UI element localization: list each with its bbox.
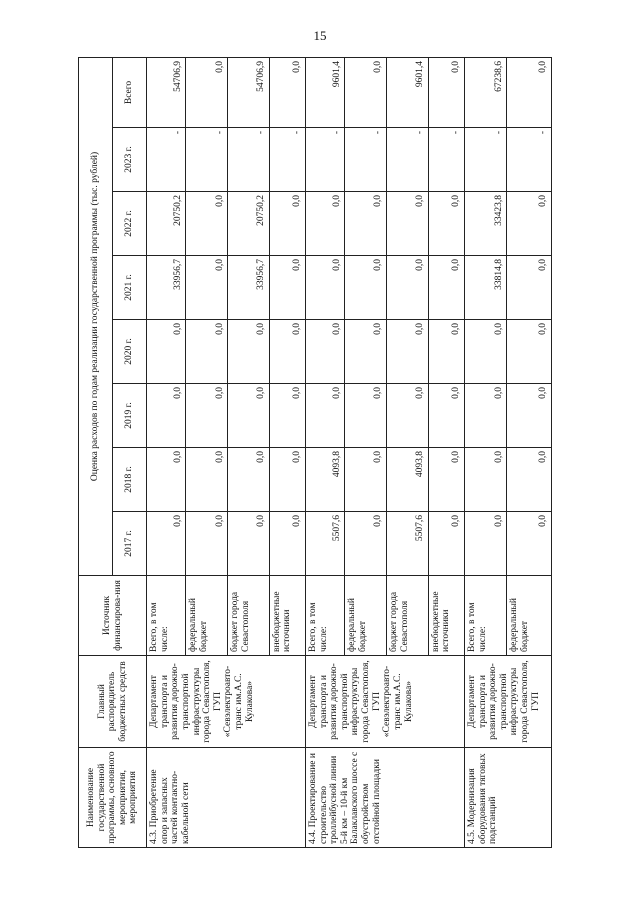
row-year-value: - bbox=[464, 128, 506, 192]
header-year: 2018 г. bbox=[113, 448, 147, 512]
row-year-value: 0,0 bbox=[464, 384, 506, 448]
table-row bbox=[147, 57, 186, 847]
row-year-value: 0,0 bbox=[147, 384, 186, 448]
header-year: 2021 г. bbox=[113, 256, 147, 320]
row-year-value: 0,0 bbox=[428, 256, 464, 320]
row-total: 54706,9 bbox=[228, 57, 270, 127]
row-year-value: 0,0 bbox=[464, 320, 506, 384]
row-year-value: 0,0 bbox=[269, 256, 305, 320]
row-year-value: 0,0 bbox=[345, 256, 387, 320]
row-year-value: 0,0 bbox=[228, 448, 270, 512]
row-total: 0,0 bbox=[428, 57, 464, 127]
row-total: 9601,4 bbox=[305, 57, 344, 127]
row-source: бюджет города Севастополя bbox=[228, 576, 270, 656]
row-source: Всего, в том числе: bbox=[305, 576, 344, 656]
row-year-value: 0,0 bbox=[428, 192, 464, 256]
row-year-value: - bbox=[387, 128, 429, 192]
row-year-value: 33956,7 bbox=[228, 256, 270, 320]
row-year-value: 33814,8 bbox=[464, 256, 506, 320]
header-year: 2017 г. bbox=[113, 512, 147, 576]
row-year-value: 0,0 bbox=[305, 384, 344, 448]
row-year-value: 0,0 bbox=[428, 512, 464, 576]
row-manager: Департамент транспорта и развития дорожно-транспортной инфраструктуры города Севастополя, ГУП bbox=[464, 656, 551, 748]
table-row bbox=[464, 57, 506, 847]
row-year-value: 0,0 bbox=[305, 320, 344, 384]
row-year-value: 0,0 bbox=[428, 384, 464, 448]
header-source: Источник финансирова-ния bbox=[79, 576, 147, 656]
row-year-value: - bbox=[269, 128, 305, 192]
row-year-value: 0,0 bbox=[428, 448, 464, 512]
row-year-value: 0,0 bbox=[305, 192, 344, 256]
header-manager: Главный распорядитель бюджетных средств bbox=[79, 656, 147, 748]
row-year-value: 0,0 bbox=[507, 320, 552, 384]
row-year-value: 0,0 bbox=[345, 384, 387, 448]
row-year-value: 0,0 bbox=[507, 448, 552, 512]
row-year-value: 0,0 bbox=[507, 512, 552, 576]
row-year-value: 0,0 bbox=[507, 192, 552, 256]
row-year-value: 0,0 bbox=[507, 384, 552, 448]
row-source: Всего, в том числе: bbox=[147, 576, 186, 656]
row-year-value: 20750,2 bbox=[228, 192, 270, 256]
row-year-value: 0,0 bbox=[186, 192, 228, 256]
row-year-value: - bbox=[147, 128, 186, 192]
row-total: 0,0 bbox=[186, 57, 228, 127]
header-year: 2019 г. bbox=[113, 384, 147, 448]
page-number: 15 bbox=[313, 28, 327, 43]
row-total: 54706,9 bbox=[147, 57, 186, 127]
row-year-value: 0,0 bbox=[269, 384, 305, 448]
header-year: 2023 г. bbox=[113, 128, 147, 192]
row-year-value: 0,0 bbox=[186, 256, 228, 320]
row-year-value: 0,0 bbox=[345, 512, 387, 576]
row-name: 4.4. Проектирование и строительство троллейбусной линии 5-й км – 10-й км Балаклавского шоссе с обустройством отстойной площадки bbox=[305, 748, 464, 848]
row-year-value: 0,0 bbox=[305, 256, 344, 320]
row-total: 0,0 bbox=[269, 57, 305, 127]
rotated-table-wrapper bbox=[78, 58, 552, 848]
row-year-value: 0,0 bbox=[428, 320, 464, 384]
row-source: бюджет города Севастополя bbox=[387, 576, 429, 656]
row-year-value: - bbox=[428, 128, 464, 192]
row-year-value: 4093,8 bbox=[305, 448, 344, 512]
row-source: федеральный бюджет bbox=[345, 576, 387, 656]
row-year-value: 0,0 bbox=[345, 320, 387, 384]
row-year-value: 0,0 bbox=[147, 448, 186, 512]
row-total: 9601,4 bbox=[387, 57, 429, 127]
row-year-value: 5507,6 bbox=[305, 512, 344, 576]
row-year-value: 0,0 bbox=[228, 512, 270, 576]
row-total: 0,0 bbox=[345, 57, 387, 127]
row-year-value: 0,0 bbox=[269, 512, 305, 576]
row-year-value: 0,0 bbox=[269, 448, 305, 512]
row-year-value: 0,0 bbox=[147, 512, 186, 576]
row-year-value: 33956,7 bbox=[147, 256, 186, 320]
row-year-value: - bbox=[186, 128, 228, 192]
header-year: 2022 г. bbox=[113, 192, 147, 256]
row-year-value: 20750,2 bbox=[147, 192, 186, 256]
row-source: федеральный бюджет bbox=[186, 576, 228, 656]
row-year-value: 0,0 bbox=[345, 448, 387, 512]
row-year-value: 0,0 bbox=[507, 256, 552, 320]
row-year-value: 0,0 bbox=[186, 320, 228, 384]
budget-table bbox=[78, 57, 552, 848]
row-year-value: 0,0 bbox=[269, 192, 305, 256]
row-year-value: - bbox=[305, 128, 344, 192]
row-year-value: 0,0 bbox=[387, 192, 429, 256]
row-year-value: 0,0 bbox=[186, 448, 228, 512]
row-year-value: 0,0 bbox=[186, 512, 228, 576]
row-year-value: 0,0 bbox=[228, 384, 270, 448]
header-year: 2020 г. bbox=[113, 320, 147, 384]
row-year-value: - bbox=[345, 128, 387, 192]
row-year-value: 33423,8 bbox=[464, 192, 506, 256]
row-year-value: 5507,6 bbox=[387, 512, 429, 576]
row-year-value: - bbox=[507, 128, 552, 192]
row-year-value: 0,0 bbox=[387, 320, 429, 384]
row-year-value: 0,0 bbox=[269, 320, 305, 384]
row-year-value: 0,0 bbox=[464, 448, 506, 512]
row-year-value: 0,0 bbox=[387, 384, 429, 448]
row-source: внебюджетные источники bbox=[428, 576, 464, 656]
row-total: 0,0 bbox=[507, 57, 552, 127]
row-year-value: 0,0 bbox=[186, 384, 228, 448]
row-year-value: - bbox=[228, 128, 270, 192]
row-year-value: 0,0 bbox=[464, 512, 506, 576]
row-source: внебюджетные источники bbox=[269, 576, 305, 656]
header-name: Наименование государственной программы, основного мероприятия, мероприятия bbox=[79, 748, 147, 848]
header-estimate: Оценка расходов по годам реализации государственной программы (тыс. рублей) bbox=[79, 57, 113, 575]
table-body bbox=[147, 57, 552, 847]
row-manager: Департамент транспорта и развития дорожно-транспортной инфраструктуры города Севастополя, ГУП «Севэлектроавто-транс им.А.С. Кулакова» bbox=[305, 656, 464, 748]
row-year-value: 0,0 bbox=[228, 320, 270, 384]
row-year-value: 4093,8 bbox=[387, 448, 429, 512]
row-year-value: 0,0 bbox=[147, 320, 186, 384]
row-manager: Департамент транспорта и развития дорожно-транспортной инфраструктуры города Севастополя, ГУП «Севэлектроавто-транс им.А.С. Кулакова» bbox=[147, 656, 306, 748]
row-year-value: 0,0 bbox=[345, 192, 387, 256]
row-year-value: 0,0 bbox=[387, 256, 429, 320]
row-total: 67238,6 bbox=[464, 57, 506, 127]
row-name: 4.3. Приобретение опор и запасных частей контактно-кабельной сети bbox=[147, 748, 306, 848]
header-total: Всего bbox=[113, 57, 147, 127]
row-source: Всего, в том числе: bbox=[464, 576, 506, 656]
table-row bbox=[305, 57, 344, 847]
row-source: федеральный бюджет bbox=[507, 576, 552, 656]
row-name: 4.5. Модернизация оборудования тяговых подстанций bbox=[464, 748, 551, 848]
